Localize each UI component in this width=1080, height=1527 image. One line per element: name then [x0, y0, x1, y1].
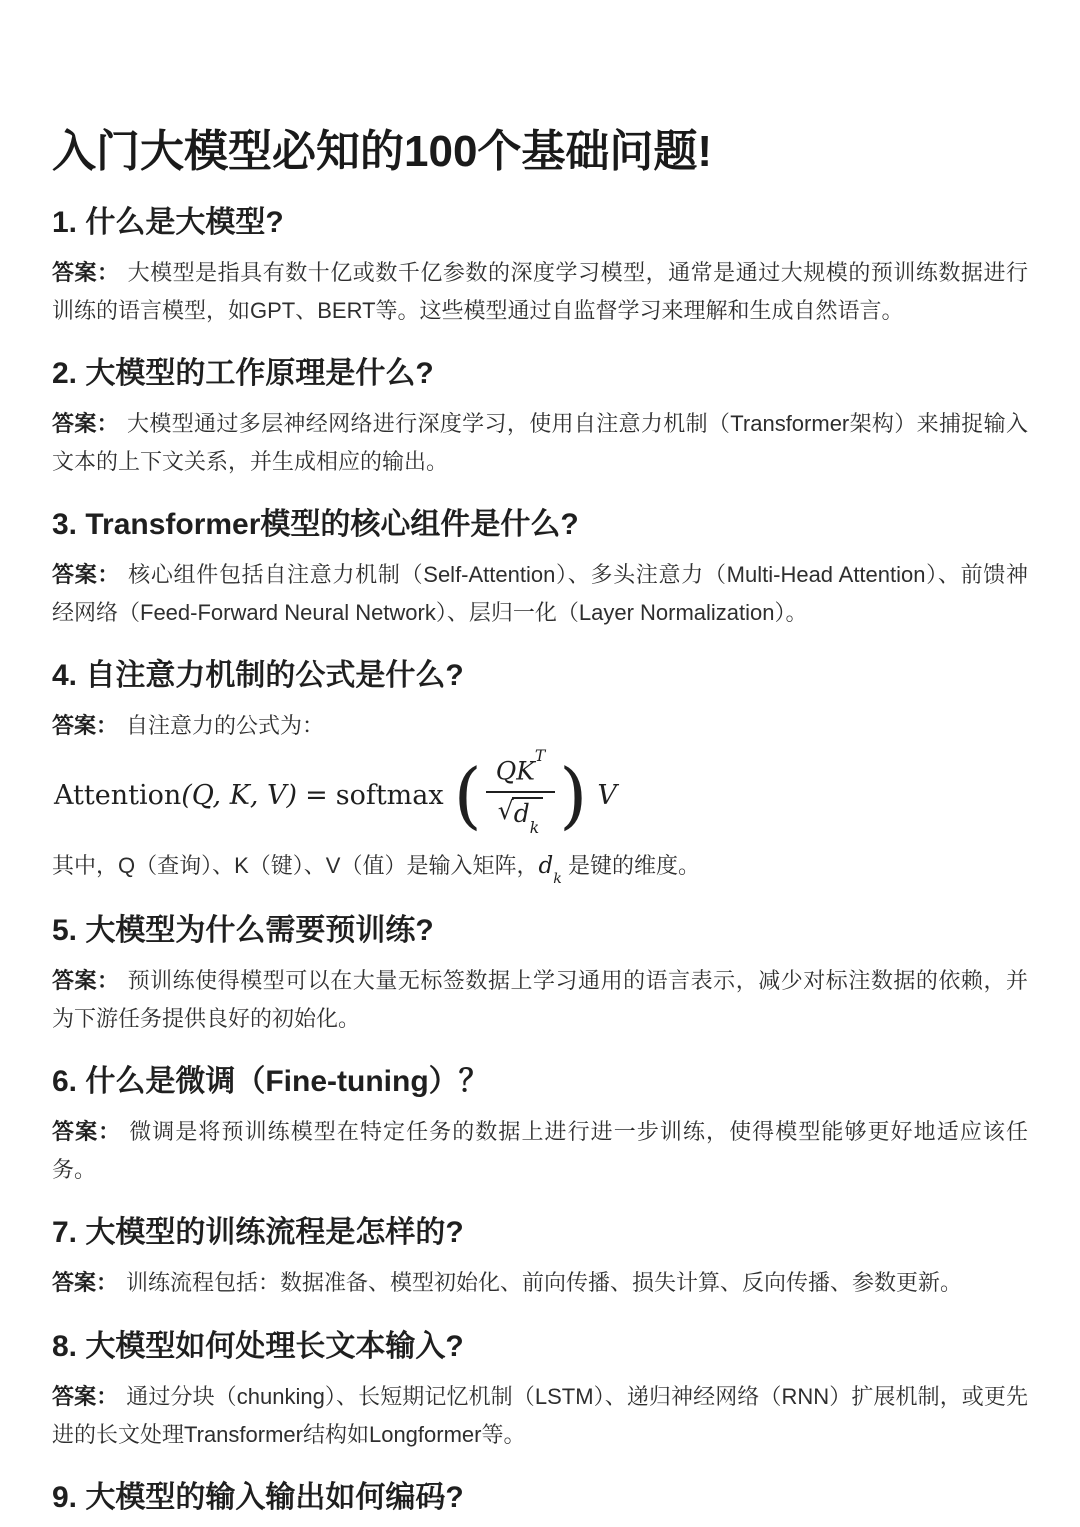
answer-paragraph	[52, 707, 1028, 745]
answer-paragraph	[52, 1378, 1028, 1454]
question-heading: 8. 大模型如何处理长文本输入?	[52, 1329, 464, 1363]
answer-text: 自注意力的公式为：	[126, 713, 325, 739]
answer-text: 预训练使得模型可以在大量无标签数据上学习通用的语言表示，减少对标注数据的依赖，并为下游任务提供良好的初始化。	[52, 968, 1028, 1032]
inline-math-subscript: k	[553, 870, 562, 887]
answer-label: 答案：	[52, 1383, 119, 1409]
answer-paragraph	[52, 254, 1028, 330]
answer-label: 答案：	[52, 713, 119, 739]
formula-note-text-before: 其中，Q（查询）、K（键）、V（值）是输入矩阵，	[52, 853, 539, 879]
answer-text: 大模型通过多层神经网络进行深度学习，使用自注意力机制（Transformer架构）来捕捉输入文本的上下文关系，并生成相应的输出。	[52, 410, 1028, 474]
formula-note	[52, 847, 1028, 887]
qa-section-3	[52, 505, 1028, 632]
question-heading: 1. 什么是大模型?	[52, 205, 284, 239]
formula-denominator-base: d	[513, 799, 530, 829]
answer-text: 通过分块（chunking）、长短期记忆机制（LSTM）、递归神经网络（RNN）扩展机制，或更先进的长文处理Transformer结构如Longformer等。	[52, 1383, 1028, 1447]
page-title: 入门大模型必知的100个基础问题!	[52, 127, 713, 176]
answer-text: 大模型是指具有数十亿或数千亿参数的深度学习模型，通常是通过大规模的预训练数据进行训练的语言模型，如GPT、BERT等。这些模型通过自监督学习来理解和生成自然语言。	[52, 259, 1028, 323]
question-heading: 4. 自注意力机制的公式是什么?	[52, 659, 464, 693]
formula-denominator-subscript: k	[529, 818, 540, 837]
answer-label: 答案：	[52, 1270, 119, 1296]
answer-paragraph	[52, 405, 1028, 481]
question-heading: 5. 大模型为什么需要预训练?	[52, 914, 434, 948]
answer-paragraph	[52, 1264, 1028, 1302]
formula-note-text-after: 是键的维度。	[561, 853, 700, 879]
formula-function-name: Attention	[54, 779, 182, 811]
inline-math-dk	[538, 853, 562, 887]
question-heading: 3. Transformer模型的核心组件是什么?	[52, 507, 579, 541]
answer-label: 答案：	[52, 561, 121, 587]
formula-numerator-base: QK	[495, 756, 535, 786]
question-heading: 2. 大模型的工作原理是什么?	[52, 356, 434, 390]
formula-equals-sign: =	[305, 779, 328, 811]
answer-paragraph	[52, 556, 1028, 632]
question-heading: 9. 大模型的输入输出如何编码?	[52, 1480, 464, 1514]
inline-math-base: d	[538, 853, 554, 880]
qa-section-1	[52, 203, 1028, 330]
answer-paragraph	[52, 962, 1028, 1038]
answer-text: 微调是将预训练模型在特定任务的数据上进行进一步训练，使得模型能够更好地适应该任务。	[52, 1119, 1028, 1183]
question-heading: 7. 大模型的训练流程是怎样的?	[52, 1216, 464, 1250]
formula-denominator	[497, 793, 543, 837]
qa-section-2	[52, 354, 1028, 481]
formula-fraction	[486, 746, 556, 837]
qa-section-8	[52, 1327, 1028, 1454]
answer-text: 核心组件包括自注意力机制（Self-Attention）、多头注意力（Multi-Head Attention）、前馈神经网络（Feed-Forward Neural Network）、层归一化（Layer Normalization）。	[52, 561, 1028, 626]
formula-radicand	[512, 797, 543, 837]
formula-numerator	[486, 746, 556, 793]
formula-softmax-operator: softmax	[335, 779, 444, 811]
answer-text: 训练流程包括：数据准备、模型初始化、前向传播、损失计算、反向传播、参数更新。	[126, 1270, 963, 1296]
formula-value-matrix: V	[597, 779, 617, 811]
question-heading: 6. 什么是微调（Fine-tuning）？	[52, 1065, 489, 1099]
answer-label: 答案：	[52, 968, 120, 994]
qa-section-5	[52, 911, 1028, 1038]
answer-paragraph	[52, 1113, 1028, 1189]
formula-arguments: (Q, K, V)	[181, 779, 298, 811]
attention-formula: Attention (Q, K, V) = softmax ( $QK^T$ √ $d_k$ ) V	[54, 746, 617, 838]
qa-section-9	[52, 1478, 1028, 1517]
formula-radical-sign: √	[497, 796, 514, 826]
answer-label: 答案：	[52, 1119, 122, 1145]
qa-section-7	[52, 1213, 1028, 1302]
answer-label: 答案：	[52, 259, 120, 285]
answer-label: 答案：	[52, 410, 120, 436]
qa-section-4	[52, 656, 1028, 887]
qa-section-6	[52, 1062, 1028, 1189]
formula-numerator-exponent: T	[534, 746, 546, 765]
